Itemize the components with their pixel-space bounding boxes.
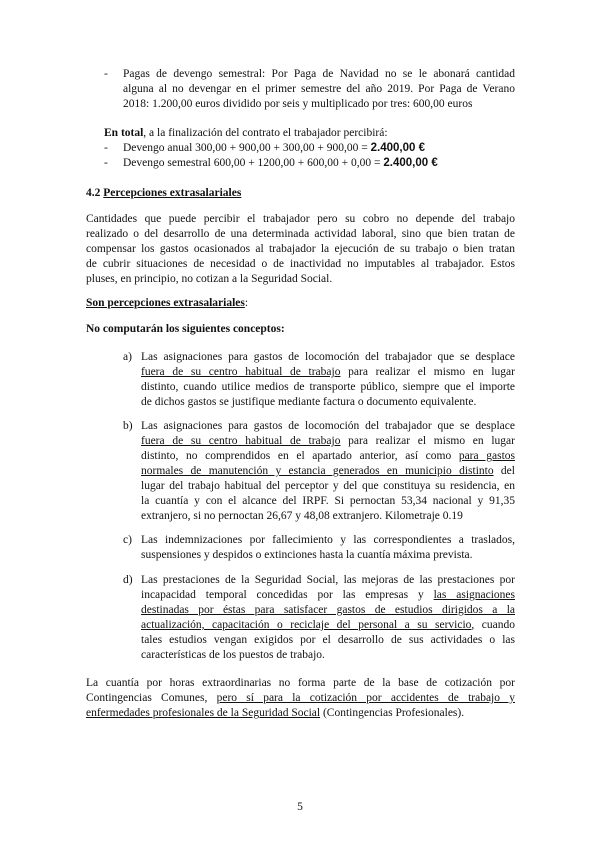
- item-c-line-2: suspensiones y despidos o extinciones hasta la cuantía máxima prevista.: [141, 549, 473, 561]
- final-line-2: [86, 691, 515, 706]
- item-label: d): [123, 574, 133, 586]
- total-semestral: [123, 156, 438, 171]
- item-d-underline-1: las asignaciones: [433, 589, 515, 601]
- intro-line-3: compensar los gastos ocasionados al trabajador la ejecución de su trabajo o bien tratan: [86, 243, 515, 255]
- item-a-line-1: Las asignaciones para gastos de locomoción del trabajador que se desplace: [141, 351, 515, 363]
- item-a-line-2: [141, 365, 515, 380]
- item-d-line-2-text: incapacidad temporal concedidas por las empresas y: [141, 589, 434, 601]
- item-b-line-7: extranjero, si no pernoctan 26,67 y 48,08 extranjero. Kilometraje 0.19: [141, 510, 463, 522]
- total-semestral-value: 2.400,00 €: [383, 157, 438, 169]
- item-b-line-1: Las asignaciones para gastos de locomoción del trabajador que se desplace: [141, 420, 515, 432]
- item-a-line-2-rest: para realizar el mismo en lugar: [340, 366, 515, 378]
- intro-paragraph: [86, 212, 515, 287]
- no-computaran-heading: No computarán los siguientes conceptos:: [86, 323, 285, 335]
- final-line-3-rest: (Contingencias Profesionales).: [320, 707, 465, 719]
- pagas-line-2: alguna al no devengar en el primer semestre del año 2019. Por Paga de Verano: [123, 83, 515, 95]
- total-intro: [104, 126, 524, 141]
- item-b-line-6: la cuantía y con el alcance del IRPF. Si pernoctan 53,34 nacional y 91,35: [141, 495, 515, 507]
- pagas-line-3: 2018: 1.200,00 euros dividido por seis y multiplicado por tres: 600,00 euros: [123, 98, 473, 110]
- item-d-line-6: características de los puestos de trabajo.: [141, 649, 325, 661]
- intro-line-5: pluses, en principio, no cotizan a la Seguridad Social.: [86, 273, 333, 285]
- item-b-line-4: [141, 464, 515, 479]
- item-b-line-2: [141, 434, 515, 449]
- item-b-line-2-rest: para realizar el mismo en lugar: [340, 435, 515, 447]
- final-line-1: La cuantía por horas extraordinarias no forma parte de la base de cotización por: [86, 677, 515, 689]
- item-d-line-2: [141, 588, 515, 603]
- item-a-line-4: de dichos gastos se justifique mediante factura o documento equivalente.: [141, 396, 477, 408]
- total-anual-text: Devengo anual 300,00 + 900,00 + 300,00 + 900,00 =: [123, 142, 371, 154]
- intro-line-4: de cubrir situaciones de necesidad o de inactividad no imputables al trabajador. Estos: [86, 258, 515, 270]
- intro-line-2: realizado o del desarrollo de una determinada actividad laboral, sino que bien tratan de: [86, 228, 515, 240]
- item-label: c): [123, 534, 132, 546]
- intro-line-1: Cantidades que puede percibir el trabajador pero su cobro no depende del trabajo: [86, 213, 515, 225]
- total-semestral-text: Devengo semestral 600,00 + 1200,00 + 600,00 + 0,00 =: [123, 157, 384, 169]
- item-text: [141, 533, 515, 563]
- item-text: [141, 573, 515, 663]
- son-heading: [86, 296, 248, 311]
- section-title: Percepciones extrasalariales: [103, 187, 242, 199]
- item-d-line-4: [141, 618, 515, 633]
- item-b-line-5: lugar del trabajo habitual del perceptor y del que constituya su residencia, en: [141, 480, 515, 492]
- item-b-line-3: [141, 449, 515, 464]
- bullet-dash: -: [104, 142, 108, 154]
- item-d-underline-2: destinadas por éstas para satisfacer gastos de estudios dirigidos a la: [141, 604, 515, 616]
- item-text: [141, 350, 515, 410]
- son-heading-text: Son percepciones extrasalariales: [86, 297, 245, 309]
- item-a-underline: fuera de su centro habitual de trabajo: [141, 366, 341, 378]
- total-anual-value: 2.400,00 €: [370, 142, 425, 154]
- item-text: [141, 419, 515, 524]
- item-d-line-1: Las prestaciones de la Seguridad Social, las mejoras de las prestaciones por: [141, 574, 515, 586]
- item-d-line-4-rest: , cuando: [471, 619, 515, 631]
- item-a-line-3: distinto, cuando utilice medios de transporte público, siempre que el importe: [141, 381, 515, 393]
- final-line-3: [86, 706, 515, 721]
- item-b-underline-3: normales de manutención y estancia generados en municipio distinto: [141, 465, 494, 477]
- item-label: a): [123, 351, 132, 363]
- item-b-line-3-text: distinto, no comprendidos en el apartado anterior, así como: [141, 450, 459, 462]
- item-c-line-1: Las indemnizaciones por fallecimiento y las correspondientes a traslados,: [141, 534, 515, 546]
- item-b-line-4-rest: del: [493, 465, 515, 477]
- section-number: 4.2: [86, 187, 104, 199]
- item-d-underline-3: actualización, capacitación o reciclaje del personal a su servicio: [141, 619, 472, 631]
- item-b-underline-1: fuera de su centro habitual de trabajo: [141, 435, 341, 447]
- son-heading-colon: :: [244, 297, 249, 309]
- final-line-2-text: Contingencias Comunes,: [86, 692, 217, 704]
- total-lead: En total: [104, 127, 144, 139]
- page-number: 5: [297, 801, 303, 813]
- pagas-line-1: Pagas de devengo semestral: Por Paga de Navidad no se le abonará cantidad: [123, 68, 515, 80]
- section-heading: [86, 186, 241, 201]
- final-underline-2: enfermedades profesionales de la Seguridad Social: [86, 707, 321, 719]
- total-rest: , a la finalización del contrato el trabajador percibirá:: [143, 127, 388, 139]
- final-paragraph: [86, 676, 515, 721]
- bullet-dash: -: [104, 157, 108, 169]
- item-d-line-5: tales estudios vengan exigidos por el desarrollo de sus actividades o las: [141, 634, 515, 646]
- item-b-underline-2: para gastos: [458, 450, 515, 462]
- total-anual: [123, 141, 425, 156]
- item-label: b): [123, 420, 133, 432]
- bullet-dash: -: [104, 68, 108, 80]
- final-underline-1: pero sí para la cotización por accidentes de trabajo y: [216, 692, 515, 704]
